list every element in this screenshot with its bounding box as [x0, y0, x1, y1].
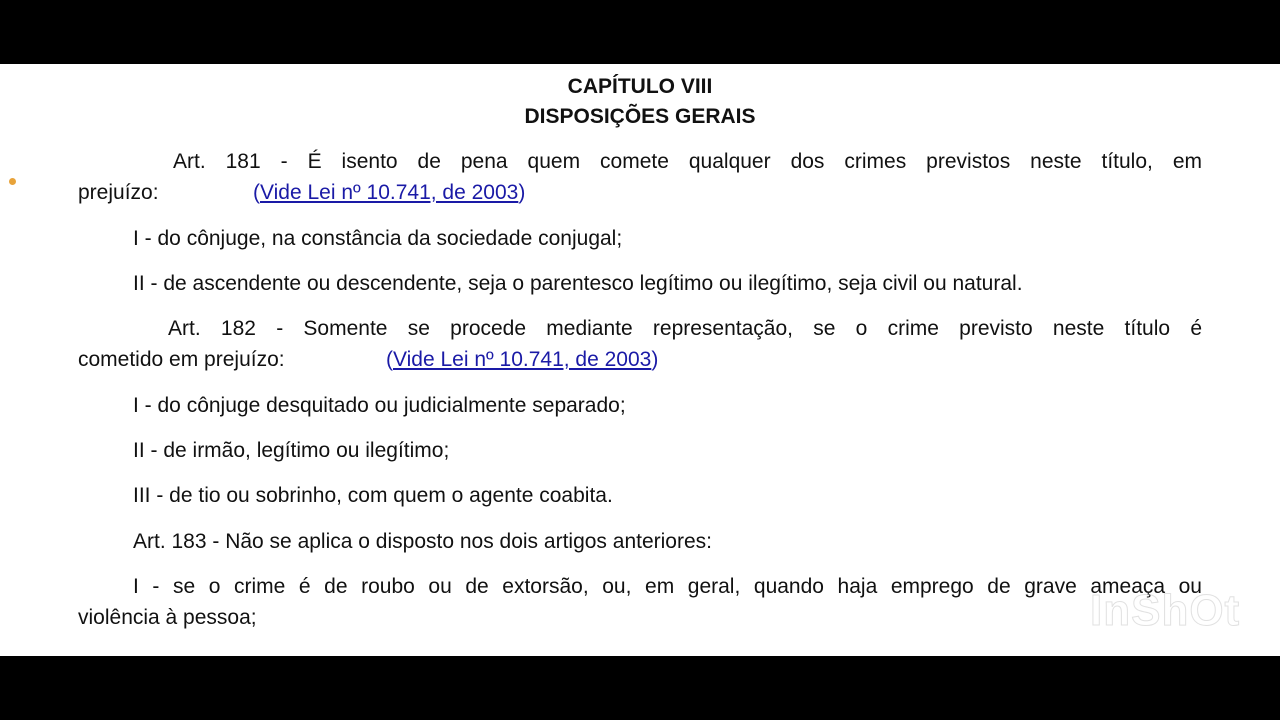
open-paren: ( [253, 181, 260, 204]
art-181-item-1: I - do cônjuge, na constância da sociedade conjugal; [133, 227, 623, 250]
art-182-line-2 [78, 345, 285, 375]
art-183-item-1-line-1: I - se o crime é de roubo ou de extorsão, ou, em geral, quando haja emprego de grave ameaça ou [133, 575, 1202, 598]
art-181-reference [253, 178, 525, 208]
art-183-item-1-line-2: violência à pessoa; [78, 606, 257, 629]
inshot-watermark: InShOt [1090, 586, 1241, 635]
art-182-line-1: Art. 182 - Somente se procede mediante representação, se o crime previsto neste título é [168, 317, 1202, 340]
vide-lei-link-182[interactable]: Vide Lei nº 10.741, de 2003 [393, 348, 652, 371]
chapter-title: CAPÍTULO VIII [567, 75, 713, 98]
art-182-reference [386, 345, 658, 375]
art-181-prefix: prejuízo: [78, 181, 159, 204]
chapter-subtitle: DISPOSIÇÕES GERAIS [524, 105, 756, 128]
document-page [0, 64, 1280, 656]
art-182-item-2: II - de irmão, legítimo ou ilegítimo; [133, 439, 450, 462]
close-paren: ) [518, 181, 526, 204]
art-182-item-3: III - de tio ou sobrinho, com quem o agente coabita. [133, 484, 613, 507]
art-181-item-2: II - de ascendente ou descendente, seja o parentesco legítimo ou ilegítimo, seja civil ou natural. [133, 272, 1023, 295]
art-182-prefix: cometido em prejuízo: [78, 348, 285, 371]
orange-dot-marker [9, 178, 16, 185]
art-182-item-1: I - do cônjuge desquitado ou judicialmente separado; [133, 394, 626, 417]
open-paren: ( [386, 348, 393, 371]
vide-lei-link-181[interactable]: Vide Lei nº 10.741, de 2003 [260, 181, 519, 204]
art-183-line-1: Art. 183 - Não se aplica o disposto nos dois artigos anteriores: [133, 530, 712, 553]
close-paren: ) [651, 348, 659, 371]
art-181-line-2 [78, 178, 159, 208]
art-181-line-1: Art. 181 - É isento de pena quem comete qualquer dos crimes previstos neste título, em [173, 150, 1202, 173]
